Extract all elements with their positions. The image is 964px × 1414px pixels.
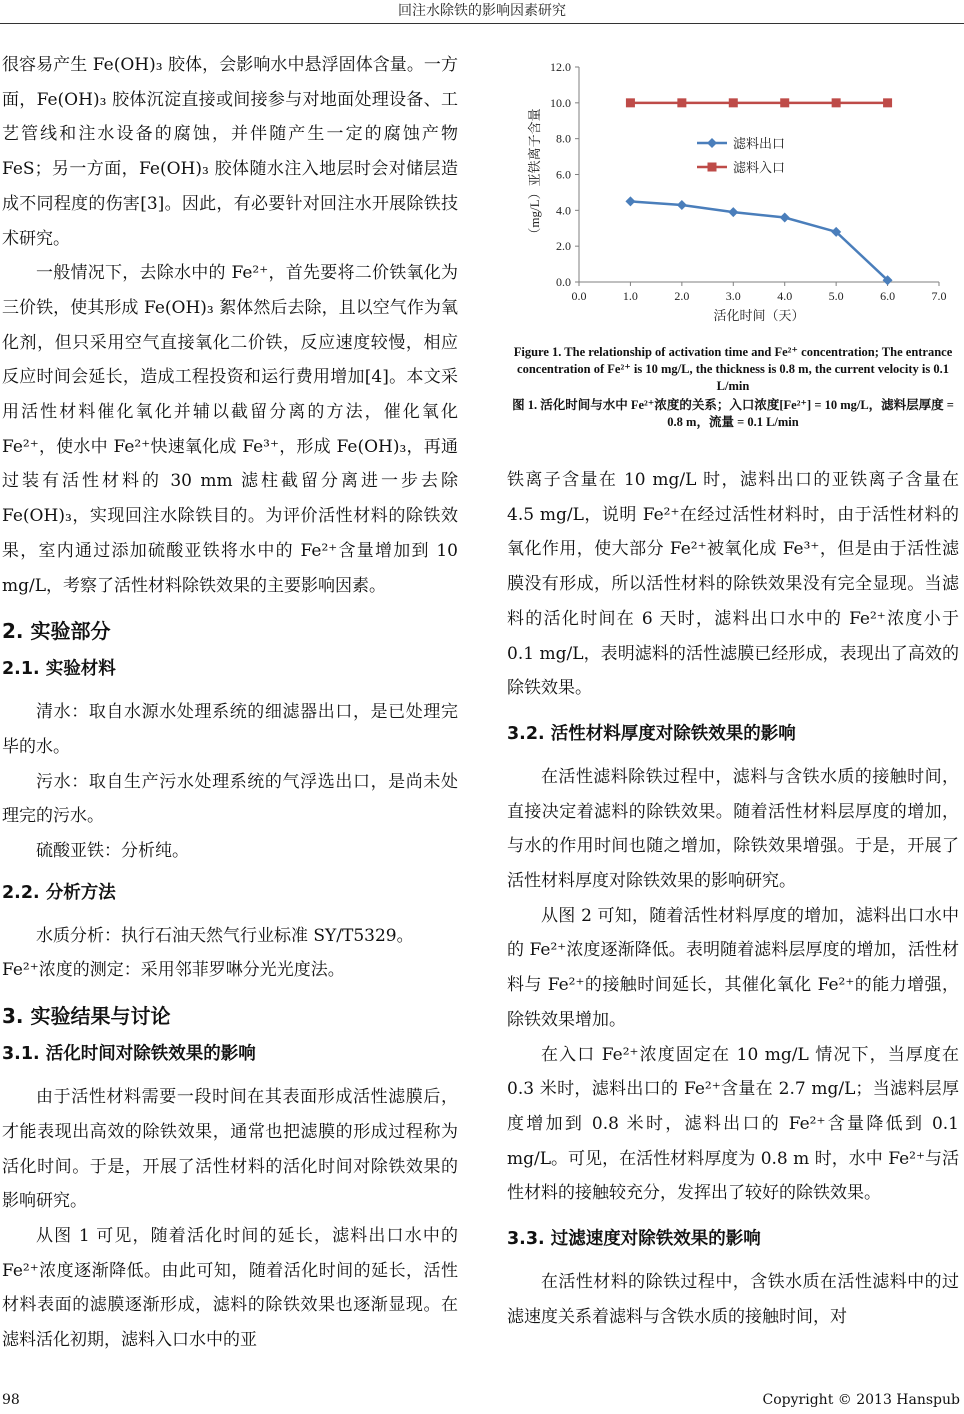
series-line-outlet	[630, 201, 887, 280]
subsection-heading: 3.3. 过滤速度对除铁效果的影响	[507, 1229, 761, 1250]
data-point-inlet	[883, 98, 892, 107]
page-number: 98	[2, 1392, 20, 1408]
x-tick-label: 7.0	[931, 289, 947, 303]
subsection-heading: 2.1. 实验材料	[2, 659, 116, 680]
figure-1	[507, 55, 959, 450]
caption-en: Figure 1. The relationship of activation time and Fe²⁺ concentration; The entrance concentration of Fe²⁺ is 10 mg/L, the thickness is 0.8 m, the current velocity is 0.1 L/min	[513, 345, 953, 393]
x-tick-label: 2.0	[674, 289, 690, 303]
header-rule	[0, 23, 964, 24]
figure-caption	[507, 344, 959, 431]
paragraph: 硫酸亚铁：分析纯。	[36, 841, 189, 862]
right-column	[507, 463, 959, 1334]
x-tick-label: 0.0	[571, 289, 587, 303]
data-point-outlet	[780, 213, 790, 223]
paragraph: 污水：取自生产污水处理系统的气浮选出口，是尚未处理完的污水。	[2, 771, 458, 827]
paragraph: 很容易产生 Fe(OH)₃ 胶体，会影响水中悬浮固体含量。一方面，Fe(OH)₃ 胶体沉淀直接或间接参与对地面处理设备、工艺管线和注水设备的腐蚀，并伴随产生一定的腐蚀产物 FeS；另一方面，Fe(OH)₃ 胶体随水注入地层时会对储层造成不同程度的伤害[3]。因此，有必要针对回注水开展除铁技术研究。	[2, 55, 458, 249]
data-point-inlet	[626, 98, 635, 107]
subsection-heading: 2.2. 分析方法	[2, 882, 116, 903]
subsection-heading: 3.1. 活化时间对除铁效果的影响	[2, 1044, 256, 1065]
x-axis-label: 活化时间（天）	[713, 308, 805, 323]
paragraph: 在活性滤料除铁过程中，滤料与含铁水质的接触时间，直接决定着滤料的除铁效果。随着活性材料层厚度的增加，与水的作用时间也随之增加，除铁效果增强。于是，开展了活性材料厚度对除铁效果的影响研究。	[507, 766, 959, 892]
section-heading: 2. 实验部分	[2, 619, 111, 644]
paragraph: 从图 2 可知，随着活性材料厚度的增加，滤料出口水中的 Fe²⁺浓度逐渐降低。表明随着滤料层厚度的增加，活性材料与 Fe²⁺的接触时间延长，其催化氧化 Fe²⁺的能力增强，除铁效果增加。	[507, 905, 959, 1030]
caption-zh: 图 1. 活化时间与水中 Fe²⁺浓度的关系；入口浓度[Fe²⁺] = 10 mg/L，滤料层厚度 = 0.8 m，流量 = 0.1 L/min	[512, 398, 954, 429]
data-point-outlet	[728, 207, 738, 217]
section-heading: 3. 实验结果与讨论	[2, 1004, 171, 1029]
paragraph: 从图 1 可见，随着活化时间的延长，滤料出口水中的 Fe²⁺浓度逐渐降低。由此可知，随着活化时间的延长，活性材料表面的滤膜逐渐形成，滤料的除铁效果也逐渐显现。在滤料活化初期，滤料入口水中的亚	[2, 1225, 458, 1351]
line-chart	[507, 55, 959, 340]
x-tick-label: 6.0	[880, 289, 896, 303]
y-tick-label: 0.0	[556, 275, 571, 289]
data-point-inlet	[780, 98, 789, 107]
left-column	[2, 48, 458, 1358]
x-tick-label: 3.0	[725, 289, 741, 303]
y-tick-label: 2.0	[556, 239, 571, 254]
paragraph: Fe²⁺浓度的测定：采用邻菲罗啉分光光度法。	[2, 960, 345, 981]
paragraph: 一般情况下，去除水中的 Fe²⁺，首先要将二价铁氧化为三价铁，使其形成 Fe(OH)₃ 絮体然后去除，且以空气作为氧化剂，但只采用空气直接氧化二价铁，反应速度较慢，相应反应时间会延长，造成工程投资和运行费用增加[4]。本文采用活性材料催化氧化并辅以截留分离的方法，催化氧化 Fe²⁺，使水中 Fe²⁺快速氧化成 Fe³⁺，形成 Fe(OH)₃，再通过装有活性材料的 30 mm 滤柱截留分离进一步去除 Fe(OH)₃，实现回注水除铁目的。为评价活性材料的除铁效果，室内通过添加硫酸亚铁将水中的 Fe²⁺含量增加到 10 mg/L，考察了活性材料除铁效果的主要影响因素。	[2, 263, 458, 596]
paragraph: 铁离子含量在 10 mg/L 时，滤料出口的亚铁离子含量在 4.5 mg/L，说明 Fe²⁺在经过活性材料时，由于活性材料的氧化作用，使大部分 Fe²⁺被氧化成 Fe³⁺，但是由于活性滤膜没有形成，所以活性材料的除铁效果没有完全显现。当滤料的活化时间在 6 天时，滤料出口水中的 Fe²⁺浓度小于 0.1 mg/L，表明滤料的活性滤膜已经形成，表现出了高效的除铁效果。	[507, 470, 959, 699]
x-tick-label: 4.0	[777, 289, 793, 303]
paragraph: 由于活性材料需要一段时间在其表面形成活性滤膜后，才能表现出高效的除铁效果，通常也把滤膜的形成过程称为活化时间。于是，开展了活性材料的活化时间对除铁效果的影响研究。	[2, 1087, 458, 1212]
y-tick-label: 6.0	[556, 167, 571, 182]
y-tick-label: 4.0	[556, 203, 571, 218]
paragraph: 清水：取自水源水处理系统的细滤器出口，是已处理完毕的水。	[2, 702, 458, 757]
x-tick-label: 5.0	[828, 289, 844, 303]
y-tick-label: 12.0	[550, 60, 571, 74]
data-point-inlet	[729, 98, 738, 107]
data-point-outlet	[677, 200, 687, 210]
x-tick-label: 1.0	[622, 289, 638, 303]
y-tick-label: 10.0	[550, 95, 571, 110]
legend-label: 滤料出口	[733, 136, 786, 151]
data-point-inlet	[832, 98, 841, 107]
subsection-heading: 3.2. 活性材料厚度对除铁效果的影响	[507, 723, 796, 744]
y-axis-label: （mg/L）亚铁离子含量	[527, 108, 542, 241]
legend-label: 滤料入口	[733, 160, 786, 175]
y-tick-label: 8.0	[556, 131, 571, 146]
legend-marker	[707, 138, 717, 148]
paragraph: 在活性材料的除铁过程中，含铁水质在活性滤料中的过滤速度关系着滤料与含铁水质的接触时间，对	[507, 1272, 959, 1327]
paragraph: 水质分析：执行石油天然气行业标准 SY/T5329。	[36, 925, 414, 946]
data-point-outlet	[625, 196, 635, 206]
paragraph: 在入口 Fe²⁺浓度固定在 10 mg/L 情况下，当厚度在 0.3 米时，滤料出口的 Fe²⁺含量在 2.7 mg/L；当滤料层厚度增加到 0.8 米时，滤料出口的 Fe²⁺含量降低到 0.1 mg/L。可见，在活性材料厚度为 0.8 m 时，水中 Fe²⁺与活性材料的接触较充分，发挥出了较好的除铁效果。	[507, 1044, 959, 1204]
legend-marker	[708, 163, 717, 172]
data-point-inlet	[677, 98, 686, 107]
running-header: 回注水除铁的影响因素研究	[398, 3, 566, 19]
copyright: Copyright © 2013 Hanspub	[762, 1392, 960, 1408]
